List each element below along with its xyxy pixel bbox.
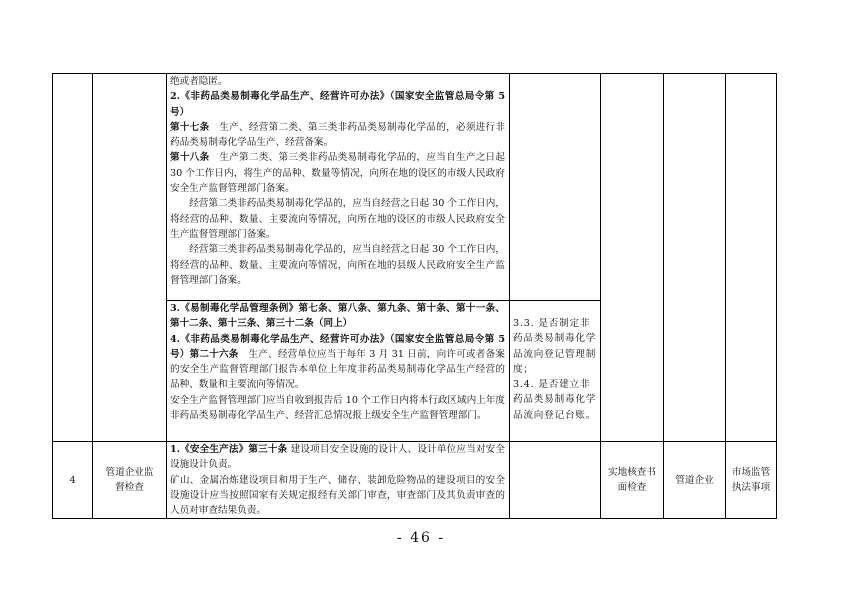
item-cell: 管道企业监督检查 (93, 442, 167, 519)
no-cell (53, 74, 93, 442)
article-body: 建设项目安全设施的设计人、设计单位应当对安全设施设计负责。 (170, 444, 505, 471)
law-paragraph: 矿山、金属冶炼建设项目和用于生产、储存、装卸危险物品的建设项目的安全设施设计应当按照国家有关规定报经有关部门审查，审查部门及其负责审查的人员对审查结果负责。 (170, 474, 505, 517)
law-paragraph: 经营第二类非药品类易制毒化学品的，应当自经营之日起 30 个工作日内，将经营的品种、数量、主要流向等情况，向所在地的设区的市级人民政府安全生产监督管理部门备案。 (170, 198, 505, 240)
item-cell (93, 74, 167, 442)
law-title: 1.《安全生产法》第三十条 (170, 444, 288, 455)
category-cell (726, 74, 777, 442)
law-article (170, 332, 505, 393)
table-row (53, 442, 777, 519)
check-content-cell (510, 301, 601, 442)
regulation-table (52, 73, 777, 519)
law-text: 绝或者隐匿。 (170, 76, 228, 87)
article-body: 生产、经营单位应当于每年 3 月 31 日前，向许可或者备案的安全生产监督管理部门报告本单位上年度非药品类易制毒化学品生产经营的品种、数量和主要流向等情况。 (170, 348, 506, 391)
object-cell (664, 74, 726, 442)
check-item: 3.4. 是否建立非药品类易制毒化学品流向登记台账。 (513, 379, 597, 421)
method-cell: 实地核查书面检查 (601, 442, 664, 519)
law-title: 3.《易制毒化学品管理条例》第七条、第八条、第九条、第十条、第十一条、第十二条、第十三条、第三十二条（同上） (170, 303, 505, 330)
law-article (170, 120, 505, 151)
article-head: 第十七条 (170, 121, 210, 133)
table-row (53, 74, 777, 301)
law-article (170, 150, 505, 196)
law-title: 2.《非药品类易制毒化学品生产、经营许可办法》（国家安全监管总局令第 5 号） (170, 91, 505, 118)
article-body: 生产第二类、第三类非药品类易制毒化学品的，应当自生产之日起 30 个工作日内，将生产的品种、数量等情况，向所在地的设区的市级人民政府安全生产监督管理部门备案。 (170, 152, 506, 195)
law-basis-cell (167, 301, 510, 442)
check-item: 3.3. 是否制定非药品类易制毒化学品流向登记管理制度； (513, 318, 597, 375)
law-basis-cell (167, 442, 510, 519)
law-title: 4.《非药品类易制毒化学品生产、经营许可办法》（国家安全监管总局令第 5 号）第二十六条 (170, 333, 505, 360)
law-paragraph: 经营第三类非药品类易制毒化学品的，应当自经营之日起 30 个工作日内，将经营的品种、数量、主要流向等情况，向所在地的县级人民政府安全生产监督管理部门备案。 (170, 244, 505, 286)
method-cell (601, 74, 664, 442)
page-number: - 46 - (396, 530, 446, 546)
category-cell: 市场监管执法事项 (726, 442, 777, 519)
check-content-cell (510, 74, 601, 301)
article-body: 生产、经营第二类、第三类非药品类易制毒化学品的，必须进行非药品类易制毒化学品生产、经营备案。 (170, 121, 506, 149)
object-cell: 管道企业 (664, 442, 726, 519)
law-article (170, 442, 505, 473)
law-paragraph: 安全生产监督管理部门应当自收到报告后 10 个工作日内将本行政区域内上年度非药品类易制毒化学品生产、经营汇总情况报上级安全生产监督管理部门。 (170, 394, 505, 422)
law-basis-cell (167, 74, 510, 301)
article-head: 第十八条 (170, 152, 210, 164)
check-content-cell (510, 442, 601, 519)
no-cell: 4 (53, 442, 93, 519)
